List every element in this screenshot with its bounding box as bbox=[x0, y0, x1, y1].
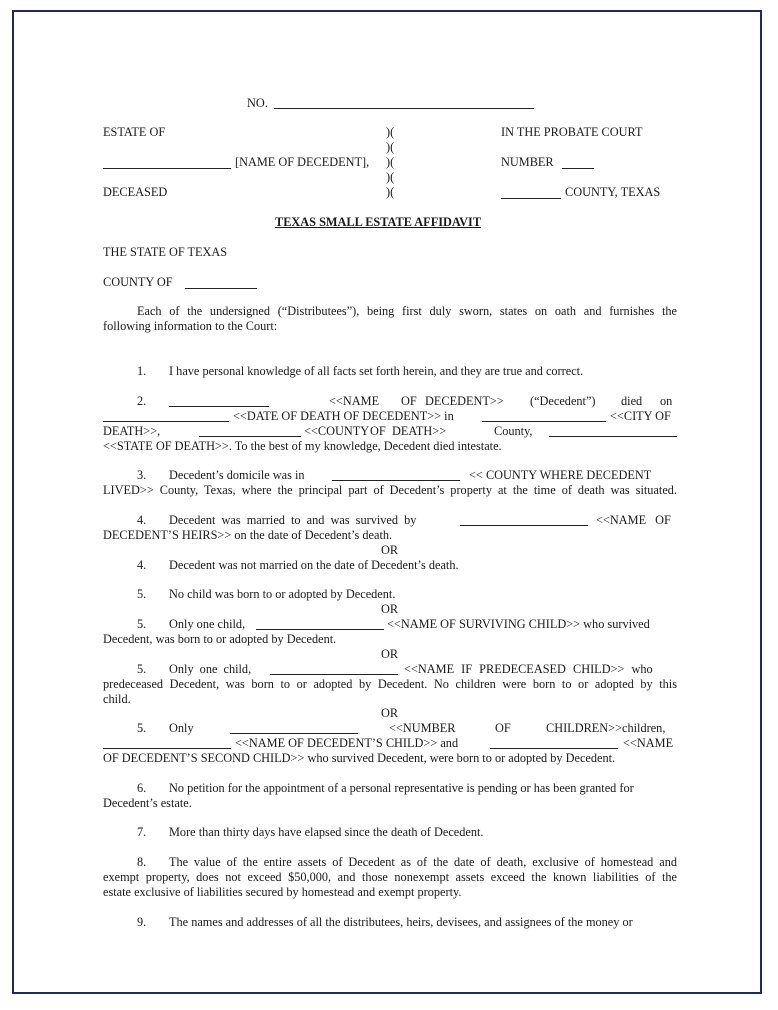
probate-court-label: IN THE PROBATE COURT bbox=[501, 125, 643, 139]
p3-text: Decedent’s domicile was in bbox=[169, 468, 305, 482]
p5-text: <<NAME OF DECEDENT’S CHILD>> and bbox=[235, 736, 459, 750]
paragraph-number: 5. bbox=[137, 662, 147, 676]
intro-line: following information to the Court: bbox=[103, 319, 278, 333]
deceased-label: DECEASED bbox=[103, 185, 168, 199]
p5-text: Only one child, bbox=[169, 662, 252, 676]
paragraph-number: 2. bbox=[137, 394, 147, 408]
p5-text: child. bbox=[103, 692, 131, 706]
decedent-name-label: [NAME OF DECEDENT], bbox=[235, 155, 370, 169]
p5-text: No child was born to or adopted by Decedent. bbox=[169, 587, 396, 601]
p2-text: <<DATE OF DEATH OF DECEDENT>> in bbox=[233, 409, 454, 423]
p3-text: << COUNTY WHERE DECEDENT bbox=[469, 468, 652, 482]
p5-text: Decedent, was born to or adopted by Decedent. bbox=[103, 632, 337, 646]
intro-paragraph bbox=[103, 304, 677, 334]
p5-text: <<NUMBER bbox=[389, 721, 456, 735]
county-of-blank bbox=[185, 288, 257, 289]
p5-text: predeceased Decedent, was born to or adopted by Decedent. No children were born to or adopted by this bbox=[103, 677, 677, 691]
blank-line bbox=[460, 525, 588, 526]
p2-text: <<STATE OF DEATH>>. To the best of my knowledge, Decedent died intestate. bbox=[103, 439, 502, 453]
p2-text: OF bbox=[401, 394, 417, 408]
p4-text: Decedent was not married on the date of Decedent’s death. bbox=[169, 558, 459, 572]
p2-text: DEATH>> bbox=[392, 424, 447, 438]
paragraph-number: 4. bbox=[137, 513, 147, 527]
bracket-mark: )( bbox=[386, 155, 395, 169]
p7-text: More than thirty days have elapsed since the death of Decedent. bbox=[169, 825, 484, 839]
blank-line bbox=[549, 436, 677, 437]
p2-text: (“Decedent”) bbox=[530, 394, 596, 408]
blank-line bbox=[103, 748, 231, 749]
blank-line bbox=[256, 629, 384, 630]
bracket-mark: )( bbox=[386, 185, 395, 199]
affidavit-page bbox=[12, 10, 762, 994]
state-of-label: THE STATE OF TEXAS bbox=[103, 245, 228, 259]
intro-line: Each of the undersigned (“Distributees”), being first duly sworn, states on oath and furnishes the bbox=[137, 304, 677, 318]
p6-text: No petition for the appointment of a personal representative is pending or has been granted for bbox=[169, 781, 634, 795]
paragraph-number: 9. bbox=[137, 915, 147, 929]
decedent-name-blank bbox=[103, 168, 231, 169]
blank-line bbox=[230, 733, 358, 734]
p2-text: County, bbox=[494, 424, 533, 438]
paragraph-number: 8. bbox=[137, 855, 147, 869]
p2-text: on bbox=[660, 394, 673, 408]
paragraph-number: 4. bbox=[137, 558, 147, 572]
p8-text: exempt property, does not exceed $50,000, and those nonexempt assets exceed the known liabilities of the bbox=[103, 870, 677, 884]
p5-text: <<NAME OF SURVIVING CHILD>> who survived bbox=[387, 617, 650, 631]
paragraph-number: 5. bbox=[137, 721, 147, 735]
p6-text: Decedent’s estate. bbox=[103, 796, 192, 810]
bracket-mark: )( bbox=[386, 140, 395, 154]
paragraph-number: 5. bbox=[137, 617, 147, 631]
p2-text: <<NAME bbox=[329, 394, 380, 408]
case-number-field-label: NUMBER bbox=[501, 155, 554, 169]
estate-of-label: ESTATE OF bbox=[103, 125, 166, 139]
paragraph-number: 6. bbox=[137, 781, 147, 795]
p4-text: <<NAME OF bbox=[596, 513, 671, 527]
case-number-blank bbox=[274, 108, 534, 109]
p5-text: OF bbox=[495, 721, 511, 735]
bracket-mark: )( bbox=[386, 170, 395, 184]
paragraph-number: 5. bbox=[137, 587, 147, 601]
blank-line bbox=[199, 436, 301, 437]
case-number-label: NO. bbox=[247, 96, 268, 110]
paragraph-1-text: I have personal knowledge of all facts set forth herein, and they are true and correct. bbox=[169, 364, 584, 378]
p2-text: <<CITY OF bbox=[610, 409, 671, 423]
blank-line bbox=[169, 406, 269, 407]
or-separator: OR bbox=[381, 543, 399, 557]
p4-text: DECEDENT’S HEIRS>> on the date of Decedent’s death. bbox=[103, 528, 393, 542]
county-blank bbox=[501, 198, 561, 199]
p2-text: OF bbox=[370, 424, 386, 438]
p4-text: Decedent was married to and was survived by bbox=[169, 513, 417, 527]
bracket-mark: )( bbox=[386, 125, 395, 139]
or-separator: OR bbox=[381, 706, 399, 720]
p5-text: CHILDREN>>children, bbox=[546, 721, 666, 735]
blank-line bbox=[490, 748, 618, 749]
blank-line bbox=[332, 480, 460, 481]
document-title: TEXAS SMALL ESTATE AFFIDAVIT bbox=[275, 215, 482, 229]
p5-text: <<NAME bbox=[623, 736, 674, 750]
or-separator: OR bbox=[381, 602, 399, 616]
p5-text: OF DECEDENT’S SECOND CHILD>> who survived Decedent, were born to or adopted by Decedent. bbox=[103, 751, 616, 765]
p2-text: DEATH>>, bbox=[103, 424, 161, 438]
blank-line bbox=[482, 421, 606, 422]
paragraph-number: 1. bbox=[137, 364, 147, 378]
county-of-label: COUNTY OF bbox=[103, 275, 173, 289]
p2-text: DECEDENT>> bbox=[425, 394, 504, 408]
p8-text: estate exclusive of liabilities secured by homestead and exempt property. bbox=[103, 885, 462, 899]
p2-text: died bbox=[621, 394, 643, 408]
county-texas-label: COUNTY, TEXAS bbox=[565, 185, 661, 199]
p8-text: The value of the entire assets of Decedent as of the date of death, exclusive of homestead and bbox=[169, 855, 677, 869]
blank-line bbox=[270, 674, 398, 675]
p2-text: <<COUNTY bbox=[304, 424, 370, 438]
p5-text: Only one child, bbox=[169, 617, 246, 631]
p3-text: LIVED>> County, Texas, where the principal part of Decedent’s property at the time of death was situated. bbox=[103, 483, 677, 497]
p5-text: Only bbox=[169, 721, 194, 735]
p9-text: The names and addresses of all the distributees, heirs, devisees, and assignees of the money or bbox=[169, 915, 633, 929]
p5-text: <<NAME IF PREDECEASED CHILD>> who bbox=[404, 662, 653, 676]
paragraph-number: 3. bbox=[137, 468, 147, 482]
blank-line bbox=[103, 421, 229, 422]
paragraph-number: 7. bbox=[137, 825, 147, 839]
court-number-blank bbox=[562, 168, 594, 169]
or-separator: OR bbox=[381, 647, 399, 661]
